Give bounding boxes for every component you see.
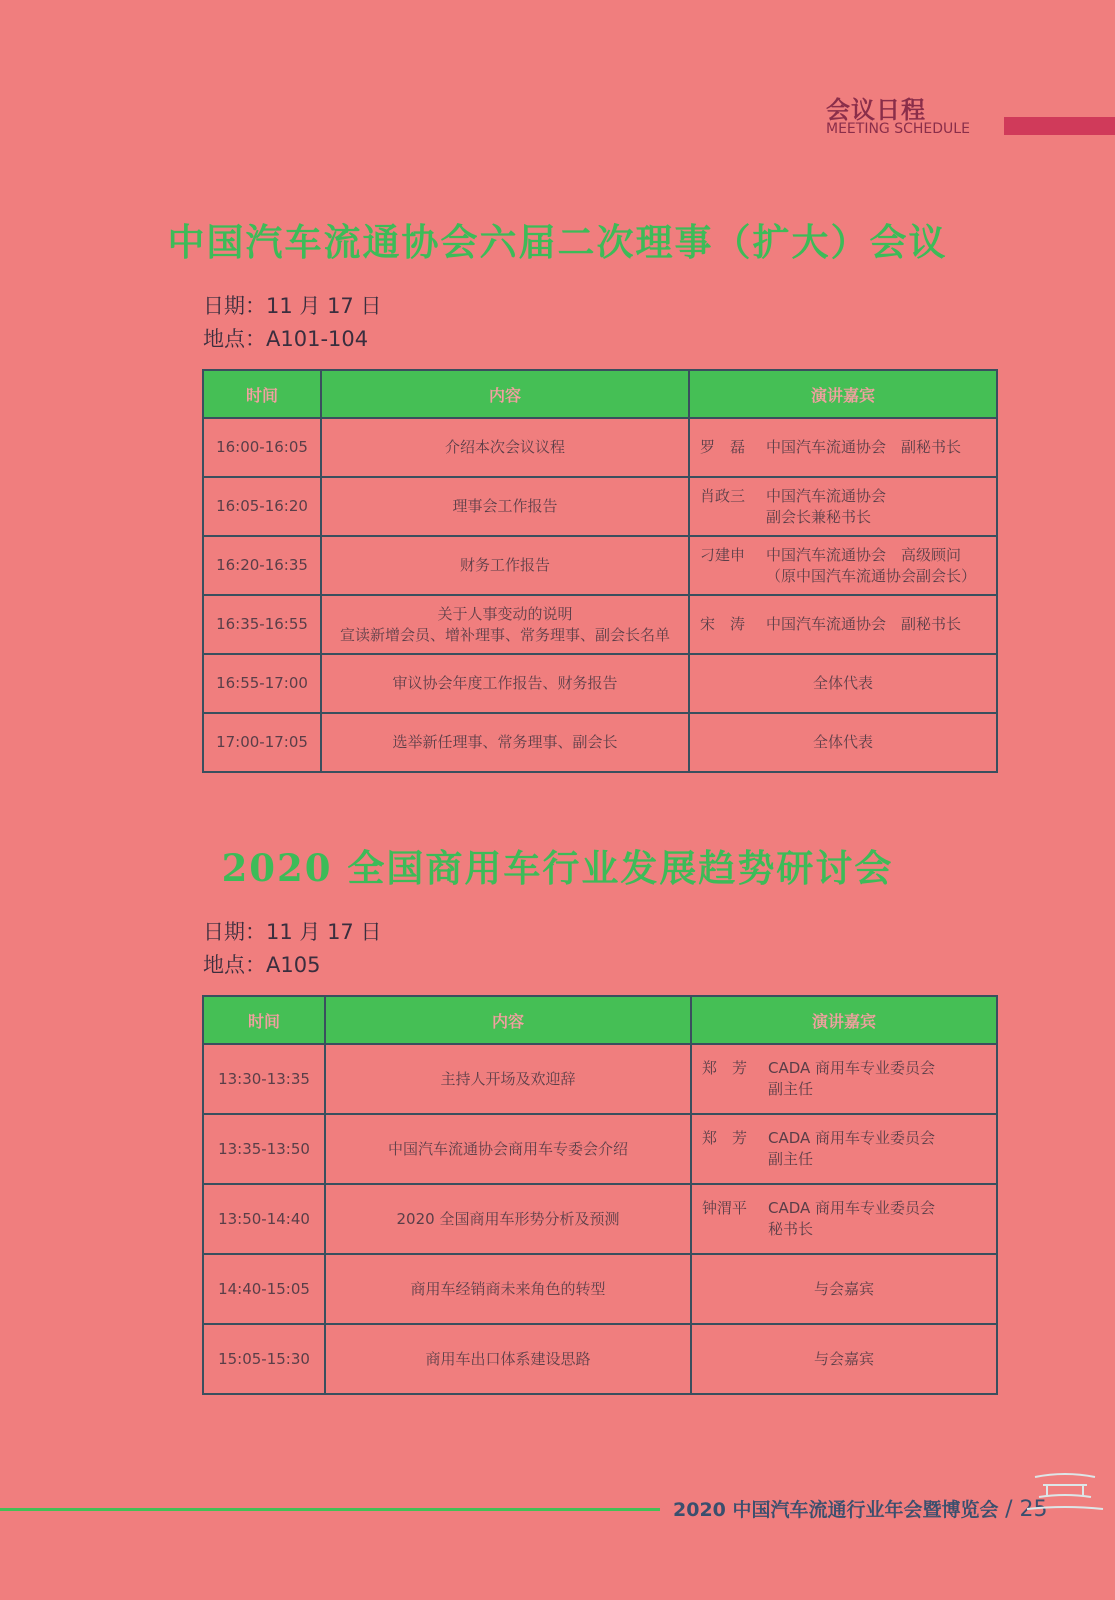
speaker-role: CADA 商用车专业委员会 xyxy=(768,1129,936,1147)
content-line: 中国汽车流通协会商用车专委会介绍 xyxy=(387,1139,628,1158)
speaker-cell xyxy=(689,477,997,536)
speaker-role: 副主任 xyxy=(768,1150,814,1168)
time-cell: 16:55-17:00 xyxy=(203,654,321,713)
speaker-line xyxy=(700,437,990,458)
table-row xyxy=(203,1254,997,1324)
content-line: 选举新任理事、常务理事、副会长 xyxy=(392,733,618,751)
content-line: 财务工作报告 xyxy=(459,556,550,574)
column-header-time: 时间 xyxy=(203,996,325,1044)
content-cell xyxy=(321,595,689,654)
speaker-line xyxy=(700,486,990,507)
speaker-name: 宋 涛 xyxy=(700,615,746,633)
column-header-content: 内容 xyxy=(321,370,689,418)
content-cell xyxy=(321,713,689,772)
speaker-name xyxy=(700,566,766,587)
speaker-role: （原中国汽车流通协会副会长） xyxy=(766,566,977,585)
session-1-meta xyxy=(203,290,381,356)
table-row xyxy=(203,595,997,654)
content-cell xyxy=(321,654,689,713)
time-cell: 16:20-16:35 xyxy=(203,536,321,595)
speaker-line xyxy=(702,1198,990,1219)
speaker-line xyxy=(700,566,990,587)
section-label: 会议日程 xyxy=(826,96,926,124)
speaker-cell xyxy=(691,1114,997,1184)
speaker-role: CADA 商用车专业委员会 xyxy=(768,1059,936,1077)
speaker-cell: 全体代表 xyxy=(689,713,997,772)
speaker-cell xyxy=(689,418,997,477)
table-header-row xyxy=(203,370,997,418)
speaker-name xyxy=(700,507,766,528)
speaker-line xyxy=(702,1079,990,1100)
content-line: 2020 全国商用车形势分析及预测 xyxy=(396,1209,620,1228)
speaker-name: 刁建申 xyxy=(700,545,746,564)
table-row xyxy=(203,1044,997,1114)
session-2-rows xyxy=(203,1044,997,1394)
time-cell: 16:35-16:55 xyxy=(203,595,321,654)
section-label-english: MEETING SCHEDULE xyxy=(826,121,970,137)
table-row xyxy=(203,654,997,713)
session-2-meta xyxy=(203,916,381,982)
speaker-line xyxy=(702,1058,990,1079)
time-cell: 16:00-16:05 xyxy=(203,418,321,477)
session-2-title: 2020 全国商用车行业发展趋势研讨会 xyxy=(221,846,894,890)
speaker-line xyxy=(702,1149,990,1170)
time-cell: 13:50-14:40 xyxy=(203,1184,325,1254)
speaker-name: 罗 磊 xyxy=(700,438,746,456)
session-1-date: 日期：11 月 17 日 xyxy=(203,294,382,318)
speaker-name: 钟渭平 xyxy=(702,1199,748,1217)
speaker-name xyxy=(702,1079,768,1100)
speaker-role: CADA 商用车专业委员会 xyxy=(768,1199,936,1217)
content-cell xyxy=(321,536,689,595)
table-row xyxy=(203,713,997,772)
speaker-cell xyxy=(691,1044,997,1114)
session-1-place: 地点：A101-104 xyxy=(203,327,369,351)
content-cell xyxy=(321,477,689,536)
time-cell: 16:05-16:20 xyxy=(203,477,321,536)
column-header-time: 时间 xyxy=(203,370,321,418)
content-line: 主持人开场及欢迎辞 xyxy=(440,1069,576,1088)
speaker-cell: 全体代表 xyxy=(689,654,997,713)
footer-rule xyxy=(0,1508,660,1511)
table-row xyxy=(203,418,997,477)
session-2-place: 地点：A105 xyxy=(203,953,321,977)
content-line: 审议协会年度工作报告、财务报告 xyxy=(392,674,618,692)
speaker-role: 中国汽车流通协会 副秘书长 xyxy=(766,438,962,456)
table-row xyxy=(203,1114,997,1184)
table-row xyxy=(203,1184,997,1254)
content-cell xyxy=(325,1114,691,1184)
session-2-date: 日期：11 月 17 日 xyxy=(203,920,382,944)
content-line: 理事会工作报告 xyxy=(452,497,558,515)
speaker-line xyxy=(700,545,990,566)
speaker-name xyxy=(702,1219,768,1240)
speaker-cell xyxy=(689,595,997,654)
content-line: 关于人事变动的说明 xyxy=(437,604,573,623)
page-number: / 25 xyxy=(1005,1497,1048,1522)
speaker-line xyxy=(702,1128,990,1149)
speaker-cell xyxy=(691,1184,997,1254)
content-line: 宣读新增会员、增补理事、常务理事、副会长名单 xyxy=(339,625,670,644)
session-1-title: 中国汽车流通协会六届二次理事（扩大）会议 xyxy=(167,220,948,264)
column-header-speaker: 演讲嘉宾 xyxy=(689,370,997,418)
speaker-line xyxy=(700,614,990,635)
speaker-name: 郑 芳 xyxy=(702,1129,748,1147)
speaker-name: 郑 芳 xyxy=(702,1059,748,1077)
column-header-speaker: 演讲嘉宾 xyxy=(691,996,997,1044)
time-cell: 17:00-17:05 xyxy=(203,713,321,772)
speaker-cell: 与会嘉宾 xyxy=(691,1324,997,1394)
session-1-table xyxy=(202,369,998,773)
speaker-role: 副会长兼秘书长 xyxy=(766,507,872,526)
content-cell xyxy=(325,1324,691,1394)
speaker-role: 中国汽车流通协会 副秘书长 xyxy=(766,615,962,633)
content-line: 商用车出口体系建设思路 xyxy=(425,1349,591,1368)
speaker-name xyxy=(702,1149,768,1170)
content-line: 商用车经销商未来角色的转型 xyxy=(410,1279,606,1298)
session-1-rows xyxy=(203,418,997,772)
time-cell: 15:05-15:30 xyxy=(203,1324,325,1394)
speaker-role: 中国汽车流通协会 xyxy=(766,486,887,505)
time-cell: 13:30-13:35 xyxy=(203,1044,325,1114)
table-row xyxy=(203,477,997,536)
header-accent-bar xyxy=(1004,117,1115,135)
table-header-row xyxy=(203,996,997,1044)
content-line: 介绍本次会议议程 xyxy=(444,438,565,456)
table-row xyxy=(203,1324,997,1394)
speaker-line xyxy=(702,1219,990,1240)
time-cell: 14:40-15:05 xyxy=(203,1254,325,1324)
pavilion-logo-icon xyxy=(1025,1465,1105,1515)
footer-event-name: 2020 中国汽车流通行业年会暨博览会 xyxy=(673,1499,999,1521)
content-cell xyxy=(325,1254,691,1324)
speaker-cell xyxy=(689,536,997,595)
speaker-role: 秘书长 xyxy=(768,1220,814,1238)
footer xyxy=(673,1495,1048,1522)
content-cell xyxy=(325,1044,691,1114)
speaker-name: 肖政三 xyxy=(700,486,746,505)
content-cell xyxy=(325,1184,691,1254)
column-header-content: 内容 xyxy=(325,996,691,1044)
speaker-line xyxy=(700,507,990,528)
speaker-cell: 与会嘉宾 xyxy=(691,1254,997,1324)
content-cell xyxy=(321,418,689,477)
speaker-role: 中国汽车流通协会 高级顾问 xyxy=(766,545,962,564)
speaker-role: 副主任 xyxy=(768,1080,814,1098)
time-cell: 13:35-13:50 xyxy=(203,1114,325,1184)
session-2-table xyxy=(202,995,998,1395)
table-row xyxy=(203,536,997,595)
